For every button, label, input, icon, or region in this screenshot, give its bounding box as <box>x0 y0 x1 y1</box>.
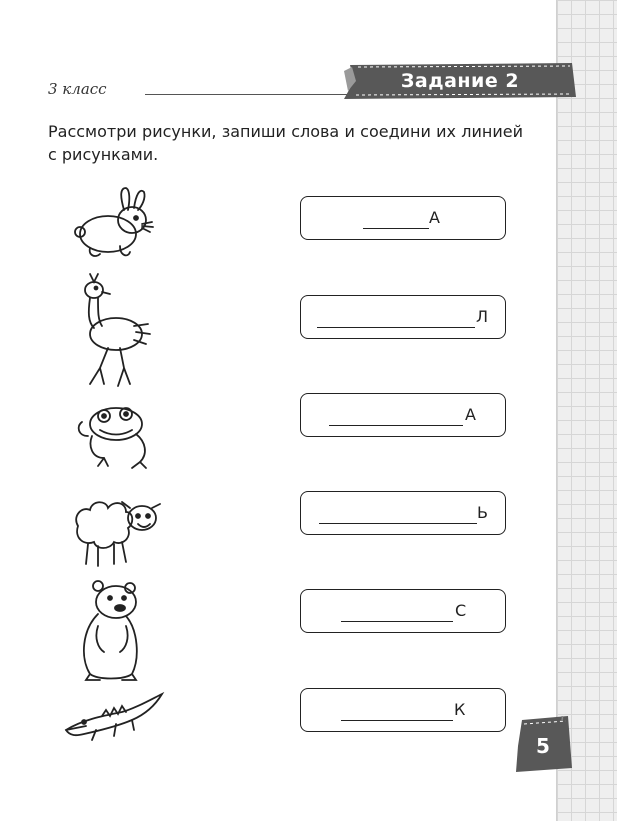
word-box-3[interactable] <box>300 393 506 437</box>
end-letter: Ь <box>477 503 488 522</box>
ostrich-icon <box>74 272 154 396</box>
task-title: Задание 2 <box>400 70 520 92</box>
word-box-5[interactable] <box>300 589 506 633</box>
end-letter: С <box>455 601 467 620</box>
write-line[interactable] <box>319 523 477 524</box>
word-box-2[interactable] <box>300 295 506 339</box>
word-box-6[interactable] <box>300 688 506 732</box>
page-number: 5 <box>536 734 550 758</box>
word-box-1[interactable] <box>300 196 506 240</box>
bear-icon <box>76 578 146 686</box>
task-banner <box>344 63 576 99</box>
write-line[interactable] <box>341 720 453 721</box>
rabbit-icon <box>70 184 160 266</box>
instructions-text: Рассмотри рисунки, запиши слова и соедини их линией с рисунками. <box>48 122 523 164</box>
write-line[interactable] <box>363 228 429 229</box>
end-letter: А <box>429 208 440 227</box>
grade-label: 3 класс <box>48 80 107 98</box>
write-line[interactable] <box>317 327 475 328</box>
task-instructions <box>48 120 523 166</box>
crocodile-icon <box>62 690 166 748</box>
end-letter: А <box>465 405 476 424</box>
word-box-4[interactable] <box>300 491 506 535</box>
name-line <box>145 94 350 95</box>
page-number-badge <box>514 716 572 772</box>
sheep-icon <box>68 488 164 576</box>
grid-paper-margin <box>556 0 617 821</box>
frog-icon <box>74 402 156 476</box>
end-letter: К <box>454 700 466 719</box>
write-line[interactable] <box>341 621 453 622</box>
end-letter: Л <box>476 307 489 326</box>
write-line[interactable] <box>329 425 463 426</box>
